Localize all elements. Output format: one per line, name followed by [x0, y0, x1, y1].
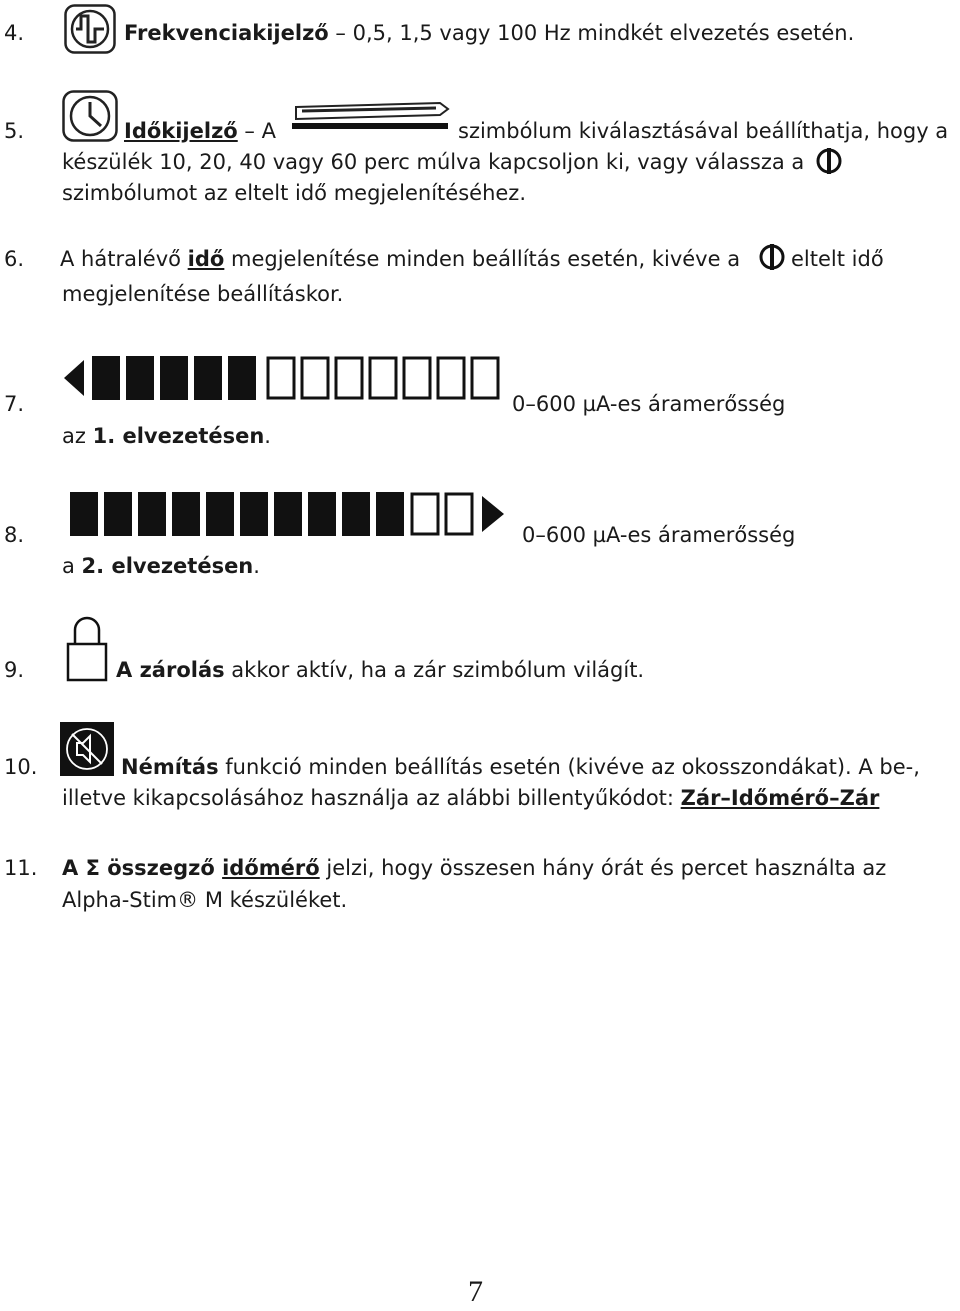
lead-2-bold: 2. elvezetésen — [81, 554, 254, 578]
mute-line-2 — [62, 785, 879, 812]
lead-1-prefix: az — [62, 424, 93, 448]
timer-line-2: készülék 10, 20, 40 vagy 60 perc múlva kapcsoljon ki, vagy válassza a — [62, 150, 805, 174]
total-timer-line-1 — [62, 855, 886, 882]
item-number: 6. — [4, 247, 25, 271]
frequency-line — [124, 20, 854, 47]
page-number: 7 — [468, 1275, 483, 1308]
current-text-2: 0–600 µA-es áramerősség — [522, 523, 796, 547]
item-number: 5. — [4, 119, 25, 143]
total-timer-line-2: Alpha-Stim® M készüléket. — [62, 888, 348, 912]
current-bar-right-icon — [68, 490, 510, 540]
lead-2-suffix: . — [253, 554, 260, 578]
current-text-1: 0–600 µA-es áramerősség — [512, 392, 786, 416]
clock-icon — [62, 90, 118, 142]
frequency-text: – 0,5, 1,5 vagy 100 Hz mindkét elvezetés esetén. — [328, 21, 855, 45]
timer-bar-icon — [290, 101, 450, 131]
remaining-text-a: A hátralévő — [60, 247, 188, 271]
frequency-icon — [64, 4, 116, 54]
key-code: Zár–Időmérő–Zár — [680, 786, 880, 810]
current-bar-left-icon — [62, 354, 502, 404]
timer-line-1a — [124, 118, 276, 145]
lead-1-line — [62, 423, 271, 450]
total-timer-text: jelzi, hogy összesen hány órát és percet használta az — [319, 856, 887, 880]
elapsed-time-icon — [758, 243, 786, 271]
total-timer-title: A Σ összegző — [62, 856, 223, 880]
mute-line-1 — [121, 754, 920, 781]
lead-2-line — [62, 553, 260, 580]
lock-title: A zárolás — [116, 658, 225, 682]
total-timer-title-underlined: időmérő — [222, 856, 320, 880]
lead-1-bold: 1. elvezetésen — [92, 424, 265, 448]
timer-text-b: szimbólum kiválasztásával beállíthatja, hogy a — [458, 119, 949, 143]
lock-icon — [66, 616, 108, 682]
timer-line-3: szimbólumot az eltelt idő megjelenítéséhez. — [62, 181, 526, 205]
mute-title: Némítás — [121, 755, 219, 779]
remaining-text-b: megjelenítése minden beállítás esetén, kivéve a — [224, 247, 741, 271]
item-number: 8. — [4, 523, 25, 547]
lead-1-suffix: . — [264, 424, 271, 448]
remaining-time-line-1 — [60, 246, 740, 273]
item-number: 4. — [4, 21, 25, 45]
item-number: 7. — [4, 392, 25, 416]
timer-text-a: – A — [237, 119, 276, 143]
item-number: 10. — [4, 755, 38, 779]
lock-line — [116, 657, 644, 684]
mute-icon — [60, 722, 114, 776]
mute-line-2-text: illetve kikapcsolásához használja az alábbi billentyűkódot: — [62, 786, 681, 810]
elapsed-time-icon — [815, 147, 843, 175]
frequency-title: Frekvenciakijelző — [124, 21, 329, 45]
lock-text: akkor aktív, ha a zár szimbólum világít. — [224, 658, 645, 682]
item-number: 9. — [4, 658, 25, 682]
timer-title: Időkijelző — [124, 119, 238, 143]
remaining-bold: idő — [187, 247, 225, 271]
remaining-line-2: megjelenítése beállításkor. — [62, 282, 344, 306]
item-number: 11. — [4, 856, 38, 880]
remaining-text-c: eltelt idő — [791, 247, 884, 271]
lead-2-prefix: a — [62, 554, 82, 578]
mute-text: funkció minden beállítás esetén (kivéve az okosszondákat). A be-, — [218, 755, 920, 779]
